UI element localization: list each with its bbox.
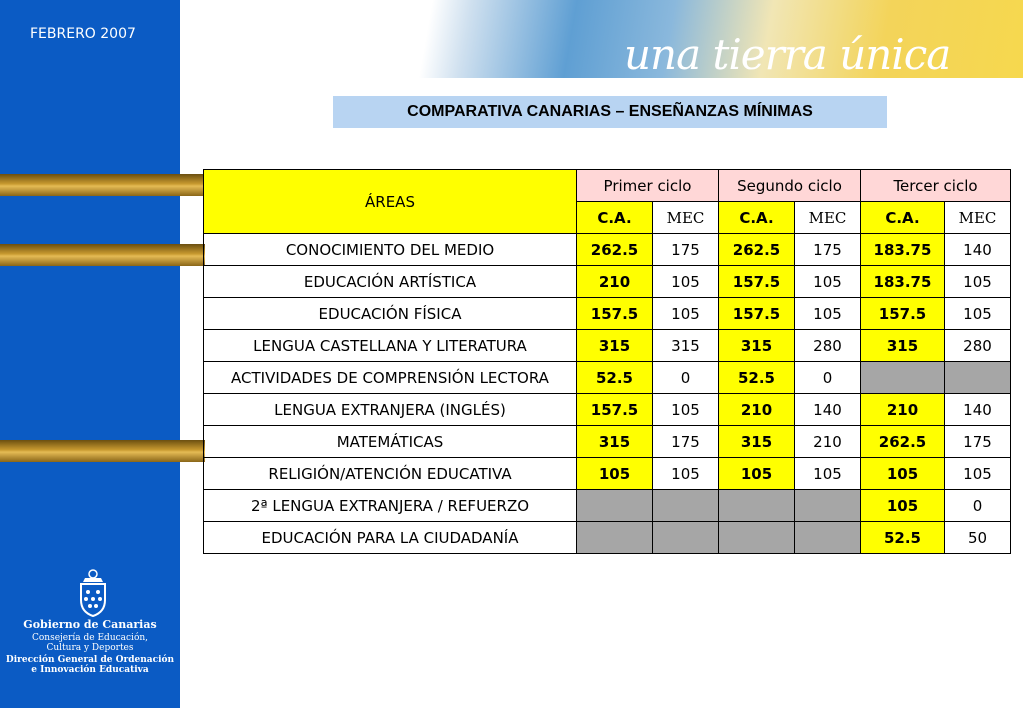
ca-value-cell: 157.5 bbox=[577, 298, 653, 330]
not-applicable-cell bbox=[653, 522, 719, 554]
ca-value-cell: 262.5 bbox=[861, 426, 945, 458]
mec-value-cell: 105 bbox=[653, 458, 719, 490]
ca-value-cell: 262.5 bbox=[577, 234, 653, 266]
mec-value-cell: 105 bbox=[653, 298, 719, 330]
not-applicable-cell bbox=[719, 490, 795, 522]
mec-header: MEC bbox=[653, 202, 719, 234]
ca-value-cell: 157.5 bbox=[719, 298, 795, 330]
org-line: Consejería de Educación, bbox=[31, 633, 149, 643]
ca-value-cell: 183.75 bbox=[861, 266, 945, 298]
ca-value-cell: 183.75 bbox=[861, 234, 945, 266]
decorative-stripe bbox=[0, 174, 205, 196]
mec-value-cell: 140 bbox=[795, 394, 861, 426]
ca-value-cell: 262.5 bbox=[719, 234, 795, 266]
not-applicable-cell bbox=[861, 362, 945, 394]
ca-value-cell: 315 bbox=[577, 426, 653, 458]
table-row bbox=[204, 330, 1011, 362]
table-row bbox=[204, 298, 1011, 330]
not-applicable-cell bbox=[795, 490, 861, 522]
table-row bbox=[204, 426, 1011, 458]
coat-of-arms-icon bbox=[73, 568, 113, 618]
ca-value-cell: 315 bbox=[719, 426, 795, 458]
table-row bbox=[204, 394, 1011, 426]
table-row bbox=[204, 266, 1011, 298]
table-row bbox=[204, 362, 1011, 394]
ca-header: C.A. bbox=[577, 202, 653, 234]
areas-header: ÁREAS bbox=[204, 170, 577, 234]
mec-value-cell: 0 bbox=[945, 490, 1011, 522]
not-applicable-cell bbox=[719, 522, 795, 554]
ca-value-cell: 105 bbox=[861, 490, 945, 522]
mec-value-cell: 105 bbox=[945, 298, 1011, 330]
ca-value-cell: 105 bbox=[719, 458, 795, 490]
not-applicable-cell bbox=[577, 522, 653, 554]
area-name-cell: LENGUA CASTELLANA Y LITERATURA bbox=[204, 330, 577, 362]
ca-header: C.A. bbox=[861, 202, 945, 234]
ca-value-cell: 105 bbox=[577, 458, 653, 490]
mec-value-cell: 105 bbox=[653, 394, 719, 426]
ca-value-cell: 315 bbox=[577, 330, 653, 362]
mec-value-cell: 280 bbox=[795, 330, 861, 362]
table-row bbox=[204, 458, 1011, 490]
mec-value-cell: 50 bbox=[945, 522, 1011, 554]
not-applicable-cell bbox=[577, 490, 653, 522]
table-row bbox=[204, 234, 1011, 266]
mec-value-cell: 105 bbox=[795, 298, 861, 330]
cycle-header: Segundo ciclo bbox=[719, 170, 861, 202]
cycle-header: Tercer ciclo bbox=[861, 170, 1011, 202]
table-row bbox=[204, 490, 1011, 522]
mec-value-cell: 315 bbox=[653, 330, 719, 362]
table-header-row bbox=[204, 170, 1011, 202]
mec-value-cell: 210 bbox=[795, 426, 861, 458]
mec-header: MEC bbox=[945, 202, 1011, 234]
area-name-cell: EDUCACIÓN PARA LA CIUDADANÍA bbox=[204, 522, 577, 554]
table-row bbox=[204, 522, 1011, 554]
ca-value-cell: 210 bbox=[719, 394, 795, 426]
mec-value-cell: 175 bbox=[795, 234, 861, 266]
area-name-cell: RELIGIÓN/ATENCIÓN EDUCATIVA bbox=[204, 458, 577, 490]
org-line: Cultura y Deportes bbox=[46, 643, 134, 653]
area-name-cell: 2ª LENGUA EXTRANJERA / REFUERZO bbox=[204, 490, 577, 522]
ca-value-cell: 105 bbox=[861, 458, 945, 490]
mec-value-cell: 280 bbox=[945, 330, 1011, 362]
mec-value-cell: 175 bbox=[653, 234, 719, 266]
ca-value-cell: 210 bbox=[577, 266, 653, 298]
mec-value-cell: 0 bbox=[653, 362, 719, 394]
ca-value-cell: 52.5 bbox=[577, 362, 653, 394]
mec-header: MEC bbox=[795, 202, 861, 234]
ca-value-cell: 210 bbox=[861, 394, 945, 426]
decorative-stripe bbox=[0, 440, 205, 462]
page-title: COMPARATIVA CANARIAS – ENSEÑANZAS MÍNIMAS bbox=[333, 96, 887, 128]
mec-value-cell: 105 bbox=[795, 266, 861, 298]
mec-value-cell: 105 bbox=[795, 458, 861, 490]
mec-value-cell: 175 bbox=[653, 426, 719, 458]
org-name: Gobierno de Canarias bbox=[23, 618, 157, 631]
decorative-stripe bbox=[0, 244, 205, 266]
ca-value-cell: 157.5 bbox=[861, 298, 945, 330]
ca-value-cell: 52.5 bbox=[861, 522, 945, 554]
slogan: una tierra única bbox=[624, 30, 951, 79]
not-applicable-cell bbox=[653, 490, 719, 522]
ca-value-cell: 157.5 bbox=[577, 394, 653, 426]
area-name-cell: ACTIVIDADES DE COMPRENSIÓN LECTORA bbox=[204, 362, 577, 394]
mec-value-cell: 140 bbox=[945, 234, 1011, 266]
ca-value-cell: 315 bbox=[861, 330, 945, 362]
mec-value-cell: 0 bbox=[795, 362, 861, 394]
org-line: e Innovación Educativa bbox=[31, 665, 149, 675]
mec-value-cell: 105 bbox=[653, 266, 719, 298]
mec-value-cell: 105 bbox=[945, 458, 1011, 490]
date-label: FEBRERO 2007 bbox=[30, 26, 136, 42]
area-name-cell: CONOCIMIENTO DEL MEDIO bbox=[204, 234, 577, 266]
ca-value-cell: 52.5 bbox=[719, 362, 795, 394]
not-applicable-cell bbox=[795, 522, 861, 554]
mec-value-cell: 140 bbox=[945, 394, 1011, 426]
area-name-cell: EDUCACIÓN ARTÍSTICA bbox=[204, 266, 577, 298]
area-name-cell: MATEMÁTICAS bbox=[204, 426, 577, 458]
comparison-table bbox=[203, 169, 1011, 554]
ca-value-cell: 157.5 bbox=[719, 266, 795, 298]
ca-value-cell: 315 bbox=[719, 330, 795, 362]
area-name-cell: LENGUA EXTRANJERA (INGLÉS) bbox=[204, 394, 577, 426]
org-line: Dirección General de Ordenación bbox=[5, 655, 175, 665]
area-name-cell: EDUCACIÓN FÍSICA bbox=[204, 298, 577, 330]
mec-value-cell: 175 bbox=[945, 426, 1011, 458]
mec-value-cell: 105 bbox=[945, 266, 1011, 298]
ca-header: C.A. bbox=[719, 202, 795, 234]
cycle-header: Primer ciclo bbox=[577, 170, 719, 202]
not-applicable-cell bbox=[945, 362, 1011, 394]
